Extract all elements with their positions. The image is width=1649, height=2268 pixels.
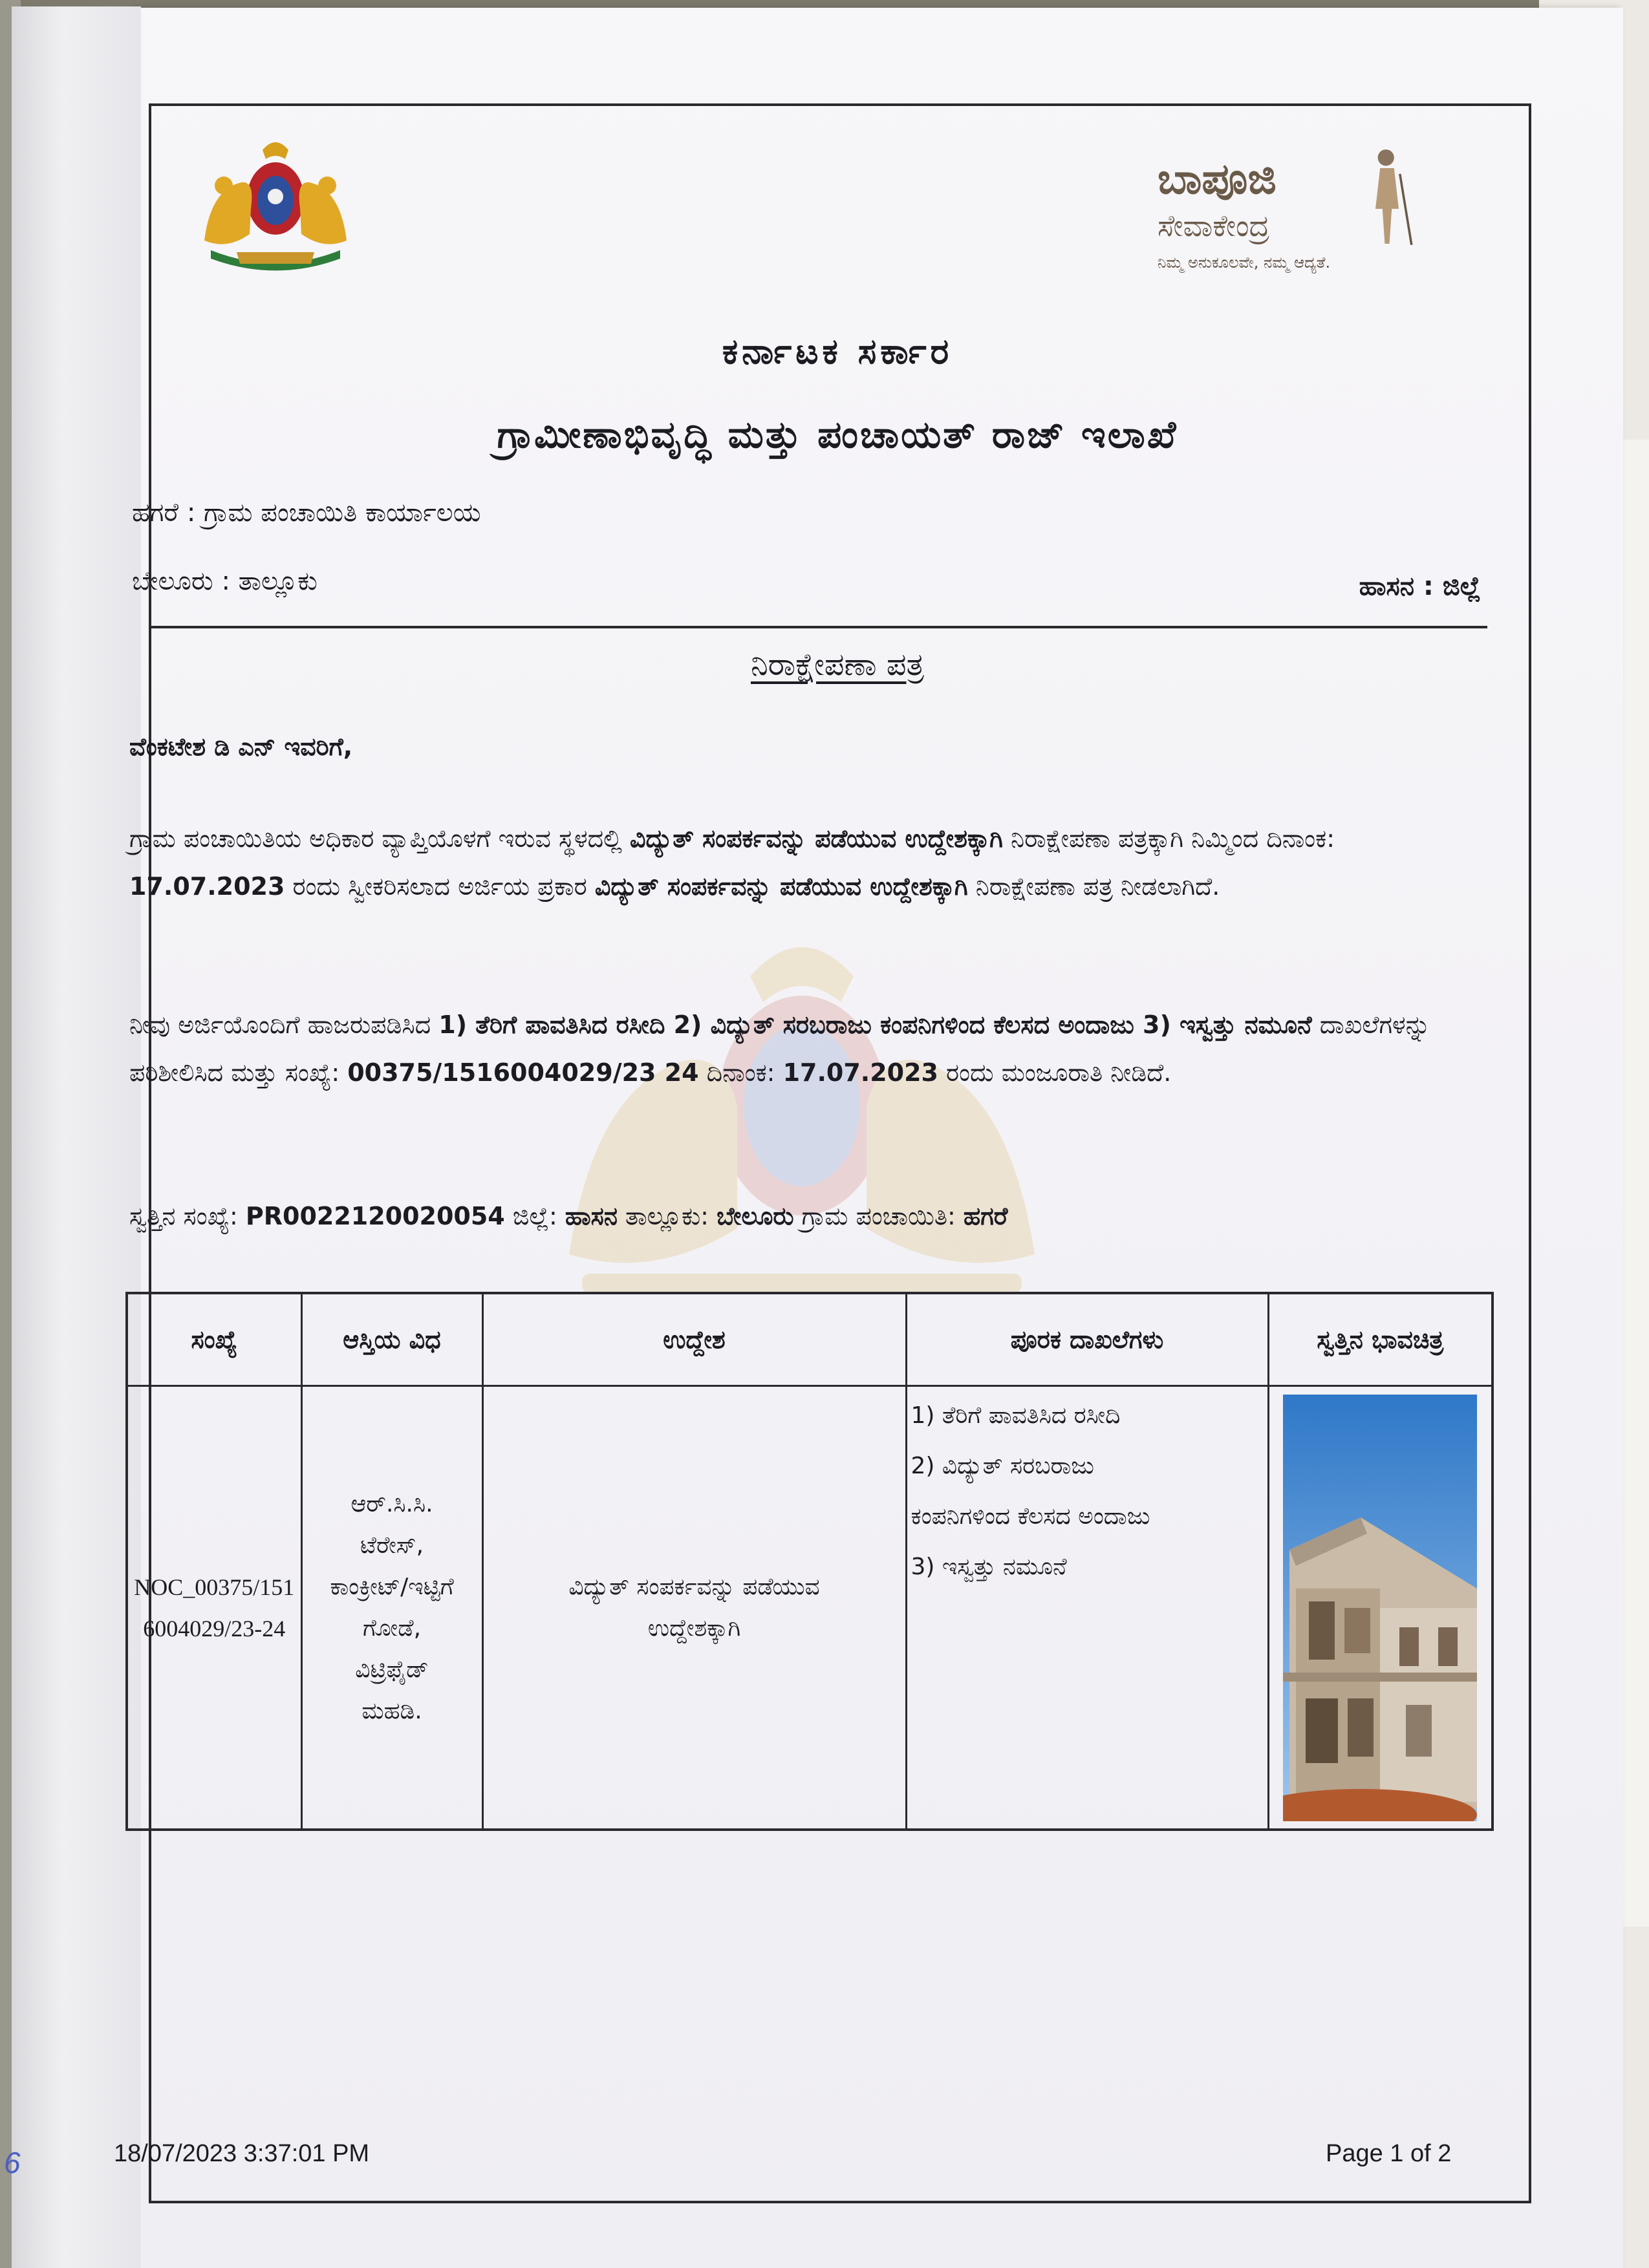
addressee: ವೆಂಕಟೇಶ ಡಿ ಎನ್ ಇವರಿಗೆ, bbox=[129, 733, 353, 761]
property-photo-cell bbox=[1268, 1386, 1493, 1830]
property-type-line: ವಿಟ್ರಿಫೈಡ್ bbox=[355, 1656, 429, 1683]
header-documents: ಪೂರಕ ದಾಖಲೆಗಳು bbox=[906, 1293, 1268, 1386]
property-type-line: ಮಹಡಿ. bbox=[361, 1697, 422, 1724]
purpose-line: ಉದ್ದೇಶಕ್ಕಾಗಿ bbox=[647, 1614, 741, 1642]
document-item: 2) ವಿದ್ಯುತ್ ಸರಬರಾಜು bbox=[911, 1453, 1094, 1479]
office-line: ಹಗರೆ : ಗ್ರಾಮ ಪಂಚಾಯಿತಿ ಕಾರ್ಯಾಲಯ bbox=[132, 498, 481, 528]
taluk-line: ಬೇಲೂರು : ತಾಲ್ಲೂಕು bbox=[132, 566, 318, 596]
property-type-line: ಕಾಂಕ್ರೀಟ್/ಇಟ್ಟಿಗೆ bbox=[330, 1573, 454, 1600]
paragraph-2: ನೀವು ಅರ್ಜಿಯೊಂದಿಗೆ ಹಾಜರುಪಡಿಸಿದ 1) ತೆರಿಗೆ ಪಾವತಿಸಿದ ರಸೀದಿ 2) ವಿದ್ಯುತ್ ಸರಬರಾಜು ಕಂಪನಿಗಳಿಂದ ಕೆಲಸದ ಅಂದಾಜು 3) ಇಸ್ವತ್ತು ನಮೂನೆ ದಾಖಲೆಗಳನ್ನು ಪರಿಶೀಲಿಸಿದ ಮತ್ತು ಸಂಖ್ಯೆ: 00375/1516004029/23 24 ದಿನಾಂಕ: 17.07.2023 ರಂದು ಮಂಜೂರಾತಿ ನೀಡಿದೆ. bbox=[129, 1011, 1430, 1087]
document-item: 1) ತೆರಿಗೆ ಪಾವತಿಸಿದ ರಸೀದಿ bbox=[911, 1402, 1121, 1429]
folded-page-edge bbox=[12, 6, 141, 2268]
property-type-line: ಆರ್.ಸಿ.ಸಿ. bbox=[350, 1490, 433, 1517]
property-type-line: ಗೋಡೆ, bbox=[362, 1614, 422, 1642]
property-type-cell bbox=[301, 1386, 482, 1830]
table-row bbox=[127, 1386, 1493, 1830]
paragraph-1: ಗ್ರಾಮ ಪಂಚಾಯಿತಿಯ ಅಧಿಕಾರ ವ್ಯಾಪ್ತಿಯೊಳಗೆ ಇರುವ ಸ್ಥಳದಲ್ಲಿ ವಿದ್ಯುತ್ ಸಂಪರ್ಕವನ್ನು ಪಡೆಯುವ ಉದ್ದೇಶಕ್ಕಾಗಿ ನಿರಾಕ್ಷೇಪಣಾ ಪತ್ರಕ್ಕಾಗಿ ನಿಮ್ಮಿಂದ ದಿನಾಂಕ: 17.07.2023 ರಂದು ಸ್ವೀಕರಿಸಲಾದ ಅರ್ಜಿಯ ಪ್ರಕಾರ ವಿದ್ಯುತ್ ಸಂಪರ್ಕವನ್ನು ಪಡೆಯುವ ಉದ್ದೇಶಕ್ಕಾಗಿ ನಿರಾಕ್ಷೇಪಣಾ ಪತ್ರ ನೀಡಲಾಗಿದೆ. bbox=[129, 824, 1335, 901]
header-property-photo: ಸ್ವತ್ತಿನ ಭಾವಚಿತ್ರ bbox=[1268, 1293, 1493, 1386]
district-line: ಹಾಸನ : ಜಿಲ್ಲೆ bbox=[1359, 572, 1481, 601]
purpose-line: ವಿದ್ಯುತ್ ಸಂಪರ್ಕವನ್ನು ಪಡೆಯುವ bbox=[568, 1573, 820, 1600]
document-item: ಕಂಪನಿಗಳಿಂದ ಕೆಲಸದ ಅಂದಾಜು bbox=[911, 1503, 1150, 1530]
karnataka-emblem-icon bbox=[191, 137, 360, 273]
property-photo bbox=[1283, 1395, 1477, 1821]
noc-number-cell: NOC_00375/1516004029/23-24 bbox=[127, 1386, 301, 1830]
gandhi-figure-icon bbox=[1358, 142, 1416, 252]
document-title: ನಿರಾಕ್ಷೇಪಣಾ ಪತ್ರ bbox=[750, 647, 925, 683]
header-number: ಸಂಖ್ಯೆ bbox=[127, 1293, 301, 1386]
logo-tagline: ನಿಮ್ಮ ಅನುಕೂಲವೇ, ನಮ್ಮ ಆದ್ಯತೆ. bbox=[1158, 253, 1331, 272]
handwritten-mark: 6 bbox=[4, 2146, 21, 2179]
header-property-type: ಆಸ್ತಿಯ ವಿಧ bbox=[301, 1293, 482, 1386]
bapuji-sevakendra-logo bbox=[1158, 142, 1429, 291]
department-heading: ಗ್ರಾಮೀಣಾಭಿವೃದ್ಧಿ ಮತ್ತು ಪಂಚಾಯತ್ ರಾಜ್ ಇಲಾಖೆ bbox=[497, 412, 1178, 456]
table-header-row bbox=[127, 1293, 1493, 1386]
header-divider bbox=[149, 626, 1487, 628]
document-item: 3) ಇಸ್ವತ್ತು ನಮೂನೆ bbox=[911, 1554, 1067, 1580]
print-timestamp: 18/07/2023 3:37:01 PM bbox=[114, 2140, 370, 2167]
govt-heading: ಕರ್ನಾಟಕ ಸರ್ಕಾರ bbox=[722, 331, 953, 372]
property-details-line: ಸ್ವತ್ತಿನ ಸಂಖ್ಯೆ: PR0022120020054 ಜಿಲ್ಲೆ: ಹಾಸನ ತಾಲ್ಲೂಕು: ಬೇಲೂರು ಗ್ರಾಮ ಪಂಚಾಯಿತಿ: ಹಗರೆ bbox=[129, 1202, 1008, 1230]
page-number: Page 1 of 2 bbox=[1326, 2140, 1452, 2167]
noc-table bbox=[125, 1292, 1494, 1831]
logo-subtitle: ಸೇವಾಕೇಂದ್ರ bbox=[1158, 208, 1270, 243]
documents-cell bbox=[906, 1386, 1268, 1830]
header-purpose: ಉದ್ದೇಶ bbox=[482, 1293, 906, 1386]
property-type-line: ಟೆರೇಸ್, bbox=[360, 1532, 424, 1559]
logo-name: ಬಾಪೂಜಿ bbox=[1158, 154, 1277, 204]
purpose-cell bbox=[482, 1386, 906, 1830]
watermark-emblem-icon bbox=[491, 892, 1112, 1306]
